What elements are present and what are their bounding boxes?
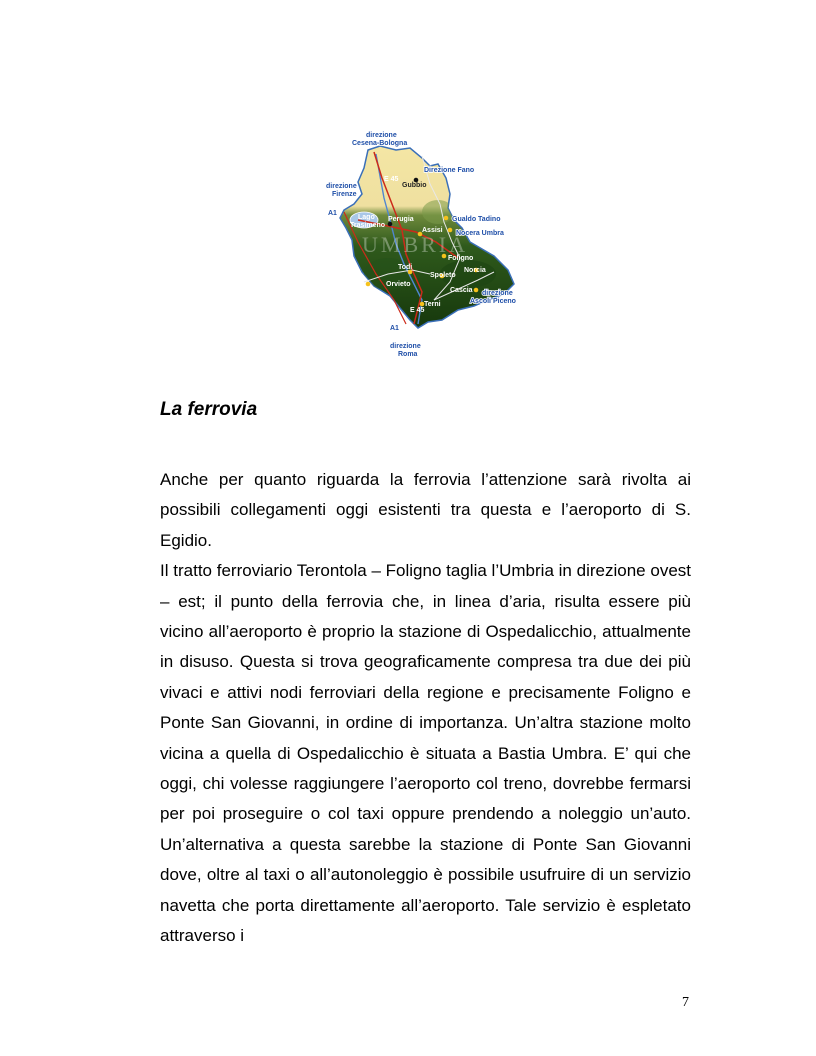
label-roma-line2: Roma [398, 351, 418, 358]
label-e45-top: E 45 [384, 176, 399, 183]
label-e45-bottom: E 45 [410, 307, 425, 314]
label-ascoli-line2: Ascoli Piceno [470, 298, 516, 305]
label-gubbio: Gubbio [402, 182, 427, 189]
label-a1-top: A1 [328, 210, 337, 217]
label-spoleto: Spoleto [430, 272, 456, 279]
body-text [160, 465, 691, 952]
label-cascia: Cascia [450, 287, 473, 294]
paragraph-1: Anche per quanto riguarda la ferrovia l’attenzione sarà rivolta ai possibili collegamenti oggi esistenti tra questa e l’aeroporto di S. Egidio. [160, 470, 691, 550]
label-todi: Todi [398, 264, 413, 271]
page-number: 7 [682, 995, 689, 1010]
region-watermark: UMBRIA [362, 232, 469, 257]
label-foligno: Foligno [448, 255, 474, 262]
label-terni: Terni [424, 301, 441, 308]
label-lago-line1: Lago [358, 214, 375, 221]
label-fano: Direzione Fano [424, 167, 475, 174]
label-assisi: Assisi [422, 227, 443, 234]
city-dot-gualdo [444, 216, 449, 221]
label-lago-line2: Trasimeno [350, 222, 386, 229]
section-title: La ferrovia [160, 399, 258, 420]
label-orvieto: Orvieto [386, 281, 411, 288]
label-firenze-line1: direzione [326, 183, 357, 190]
city-dot-cascia [474, 288, 479, 293]
label-roma-line1: direzione [390, 343, 421, 350]
label-a1-bottom: A1 [390, 325, 399, 332]
label-firenze-line2: Firenze [332, 191, 357, 198]
label-north-line2: Cesena-Bologna [352, 140, 408, 147]
paragraph-2: Il tratto ferroviario Terontola – Foligno taglia l’Umbria in direzione ovest – est; il punto della ferrovia che, in linea d’aria, risulta essere più vicino all’aeroporto è proprio la stazione di Ospedalicchio, attualmente in disuso. Questa si trova geograficamente compresa tra due dei più vivaci e attivi nodi ferroviari della regione e precisamente Foligno e Ponte San Giovanni, in ordine di importanza. Un’altra stazione molto vicina a quella di Ospedalicchio è situata a Bastia Umbra. E’ qui che oggi, chi volesse raggiungere l’aeroporto col treno, dovrebbe fermarsi per poi proseguire o col taxi oppure prendendo a noleggio un’auto. Un’alternativa a questa sarebbe la stazione di Ponte San Giovanni dove, oltre al taxi o all’autonoleggio è possibile usufruire di un servizio navetta che porta direttamente all’aeroporto. Tale servizio è espletato attraverso i [160, 561, 691, 946]
label-ascoli-line1: direzione [482, 290, 513, 297]
city-dot-orvieto [366, 282, 371, 287]
label-north-line1: direzione [366, 132, 397, 139]
umbria-map-graphic [318, 124, 533, 360]
label-norcia: Norcia [464, 267, 486, 274]
umbria-map [318, 124, 533, 360]
label-nocera: Nocera Umbra [456, 230, 504, 237]
label-perugia: Perugia [388, 216, 414, 223]
label-gualdo: Gualdo Tadino [452, 216, 501, 223]
